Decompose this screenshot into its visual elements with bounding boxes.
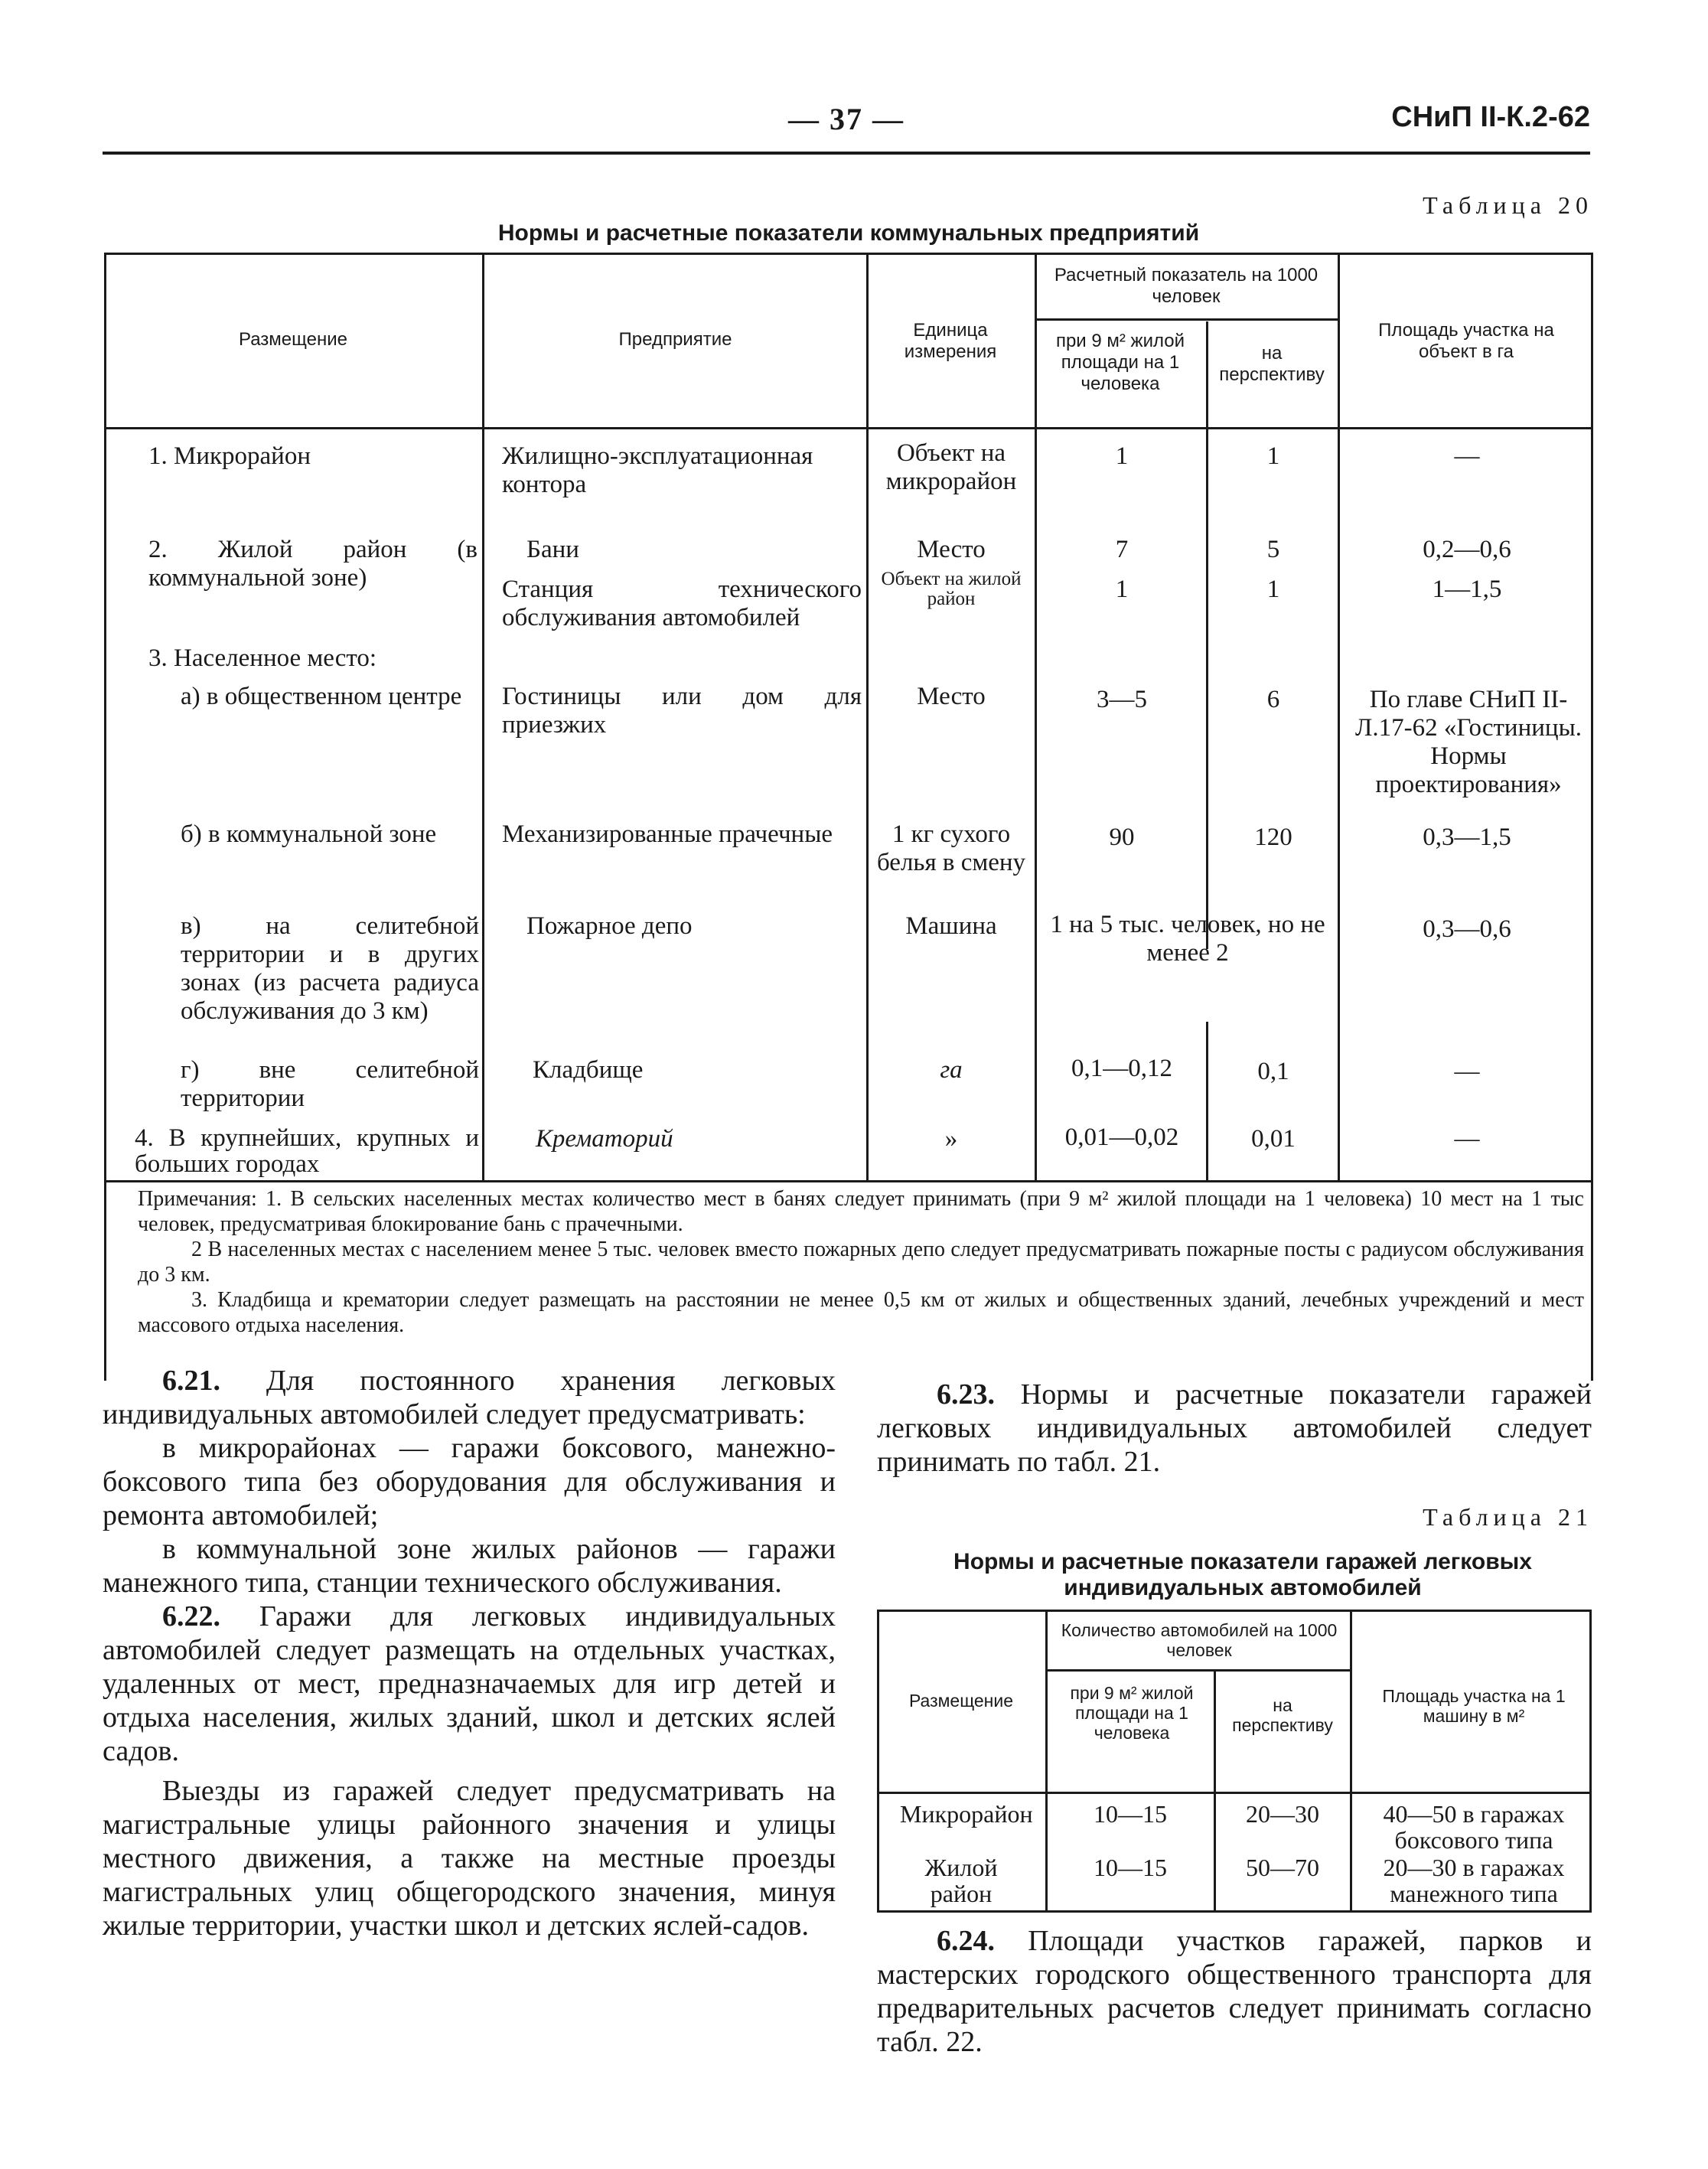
- list-item: в коммунальной зоне жилых районов — гаражи манежного типа, станции технического обслуживания.: [103, 1533, 836, 1599]
- document-code: СНиП II-К.2-62: [1391, 101, 1590, 133]
- table21-header-sub9: при 9 м² жилой площади на 1 человека: [1070, 1683, 1194, 1743]
- table20-divider: [1206, 321, 1208, 949]
- table-cell: —: [1454, 1058, 1480, 1085]
- table-cell: 10—15: [1094, 1854, 1167, 1881]
- table-cell: —: [1454, 442, 1480, 470]
- table21-header-placement: Размещение: [908, 1691, 1014, 1711]
- table20-divider: [104, 427, 1593, 429]
- table-cell: 1: [1115, 576, 1129, 603]
- table-cell: Станция технического обслуживания автомобилей: [502, 576, 862, 631]
- table-cell: 5: [1266, 536, 1280, 563]
- table-cell: »: [944, 1125, 958, 1153]
- paragraph-text: Нормы и расчетные показатели гаражей легковых индивидуальных автомобилей следует принимать по табл. 21.: [877, 1378, 1592, 1478]
- table-cell: Кладбище: [533, 1056, 644, 1084]
- table20-header-indicator: Расчетный показатель на 1000 человек: [1054, 265, 1318, 307]
- table21-header-persp: на перспективу: [1232, 1695, 1333, 1735]
- table-cell: в) на селитебной территории и в других зонах (из расчета радиуса обслуживания до 3 км): [181, 912, 479, 1025]
- table-cell: 0,01: [1251, 1125, 1296, 1153]
- table-cell: 20—30: [1246, 1800, 1319, 1828]
- table-cell: Объект на жилой район: [881, 569, 1022, 609]
- paragraph-text: Выезды из гаражей следует предусматривать на магистральные улицы районного значения и улицы местного движения, а также на местные проезды магистральных улиц общегородского значения, минуя жилые территории, участки школ и детских яслей-садов.: [103, 1775, 836, 1942]
- table-cell: Место: [917, 536, 986, 563]
- table21: [877, 1610, 1592, 1913]
- section-number: 6.23.: [937, 1378, 995, 1411]
- table20-header-area: Площадь участка на объект в га: [1378, 320, 1554, 362]
- table20-header-unit: Единица измерения: [904, 320, 997, 362]
- table-cell: 1: [1115, 442, 1129, 470]
- paragraph-6-22: [103, 1600, 836, 1768]
- table20-header-persp: на перспективу: [1219, 343, 1325, 385]
- table21-label: Таблица 21: [1423, 1503, 1593, 1531]
- table-cell: 0,1: [1257, 1058, 1289, 1085]
- table20-note-3: 3. Кладбища и крематории следует размещать на расстоянии не менее 0,5 км от жилых и общественных зданий, лечебных учреждений и мест массового отдыха населения.: [138, 1288, 1584, 1337]
- table20-header-placement: Размещение: [239, 329, 347, 350]
- page-header: [103, 101, 1590, 156]
- table-cell: а) в общественном центре: [181, 683, 462, 710]
- table-cell: Жилищно-эксплуатационная контора: [502, 442, 813, 498]
- table20-note-2: 2 В населенных местах с населением менее 5 тыс. человек вместо пожарных депо следует предусматривать пожарные посты с радиусом обслуживания до 3 км.: [138, 1238, 1584, 1287]
- table20-divider: [1035, 318, 1338, 321]
- paragraph-text: Площади участков гаражей, парков и мастерских городского общественного транспорта для предварительных расчетов следует принимать согласно табл. 22.: [877, 1925, 1592, 2058]
- table-cell: га: [940, 1056, 963, 1084]
- table-cell: 20—30 в гаражах манежного типа: [1383, 1854, 1565, 1907]
- table-cell: По главе СНиП II-Л.17-62 «Гостиницы. Нормы проектирования»: [1354, 686, 1582, 798]
- table20-divider: [104, 1180, 1593, 1182]
- table-cell: 90: [1109, 824, 1135, 851]
- paragraph-text: Гаражи для легковых индивидуальных автомобилей следует размещать на отдельных участках, удаленных от мест, предназначаемых для игр детей и отдыха населения, жилых зданий, школ и детских яслей садов.: [103, 1600, 836, 1767]
- table-cell: 0,01—0,02: [1064, 1124, 1179, 1151]
- table-cell: Механизированные прачечные: [502, 820, 833, 848]
- table-cell: 0,2—0,6: [1423, 536, 1511, 563]
- header-rule: [103, 152, 1590, 155]
- table-cell: 2. Жилой район (в коммунальной зоне): [148, 536, 478, 592]
- table-cell: Место: [917, 683, 986, 710]
- section-number: 6.22.: [162, 1600, 220, 1632]
- table-cell: 1. Микрорайон: [148, 442, 311, 470]
- table-cell: 0,3—0,6: [1423, 915, 1511, 943]
- table20-divider: [1206, 1022, 1208, 1180]
- table21-divider: [877, 1792, 1592, 1794]
- table-cell: —: [1454, 1125, 1480, 1153]
- table-cell: 50—70: [1246, 1854, 1319, 1881]
- table21-header-count: Количество автомобилей на 1000 человек: [1061, 1620, 1338, 1660]
- table-cell: 1 кг сухого белья в смену: [876, 820, 1026, 876]
- table20-divider: [1035, 253, 1037, 1180]
- table-cell: Пожарное депо: [526, 912, 693, 940]
- table21-title: Нормы и расчетные показатели гаражей легковых индивидуальных автомобилей: [953, 1549, 1532, 1600]
- paragraph-6-24: [877, 1924, 1592, 2059]
- table-cell: Гостиницы или дом для приезжих: [502, 683, 862, 739]
- table20-title: Нормы и расчетные показатели коммунальных предприятий: [497, 220, 1200, 246]
- table21-divider: [1045, 1669, 1350, 1672]
- table-cell: 120: [1254, 824, 1292, 851]
- table20-header-sub9: при 9 м² жилой площади на 1 человека: [1055, 331, 1185, 394]
- section-number: 6.24.: [937, 1925, 995, 1957]
- table20-divider: [866, 253, 869, 1180]
- table-cell: 0,1—0,12: [1071, 1055, 1172, 1082]
- paragraph-6-21: [103, 1364, 836, 1431]
- table-cell: Жилой район: [924, 1854, 998, 1907]
- table-cell: 0,3—1,5: [1423, 824, 1511, 851]
- table20-notes: [138, 1186, 1584, 1338]
- left-column-text: [103, 1364, 836, 1942]
- table20: [104, 253, 1593, 1381]
- section-number: 6.21.: [162, 1365, 220, 1397]
- table-cell: 1: [1266, 442, 1280, 470]
- page-number: — 37 —: [788, 102, 905, 136]
- table-cell: Объект на микрорайон: [885, 439, 1017, 495]
- table21-divider: [1350, 1610, 1352, 1913]
- paragraph-6-23: [877, 1378, 1592, 1479]
- table-cell: Бани: [526, 536, 579, 563]
- table20-label: Таблица 20: [1423, 191, 1593, 219]
- table20-divider: [482, 253, 484, 1180]
- table20-note-1: Примечания: 1. В сельских населенных местах количество мест в банях следует принимать (при 9 м² жилой площади на 1 человека) 10 мест на 1 тыс человек, предусматривая блокирование бань с прачечными.: [138, 1187, 1584, 1236]
- table-cell: 4. В крупнейших, крупных и больших городах: [135, 1124, 479, 1178]
- table-cell: 1: [1266, 576, 1280, 603]
- table-cell: 1 на 5 тыс. человек, но не менее 2: [1050, 911, 1325, 967]
- table-cell: 6: [1266, 686, 1280, 713]
- table-cell: 3. Населенное место:: [148, 644, 377, 672]
- paragraph-text: Для постоянного хранения легковых индивидуальных автомобилей следует предусматривать:: [103, 1365, 836, 1430]
- table-cell: 10—15: [1094, 1800, 1167, 1828]
- table-cell: Машина: [905, 912, 997, 940]
- table-cell: 40—50 в гаражах боксового типа: [1383, 1800, 1565, 1854]
- table-cell: г) вне селитебной территории: [181, 1056, 479, 1112]
- table-cell: Крематорий: [536, 1125, 673, 1153]
- list-item: в микрорайонах — гаражи боксового, манежно-боксового типа без оборудования для обслуживания и ремонта автомобилей;: [103, 1432, 836, 1531]
- table-cell: б) в коммунальной зоне: [181, 820, 437, 848]
- table-cell: 1—1,5: [1432, 576, 1502, 603]
- table-cell: Микрорайон: [900, 1800, 1033, 1828]
- table-cell: 7: [1115, 536, 1129, 563]
- table20-header-enterprise: Предприятие: [618, 329, 732, 350]
- table20-divider: [1338, 253, 1340, 1180]
- table-cell: 3—5: [1097, 686, 1147, 713]
- table21-header-area: Площадь участка на 1 машину в м²: [1382, 1686, 1566, 1726]
